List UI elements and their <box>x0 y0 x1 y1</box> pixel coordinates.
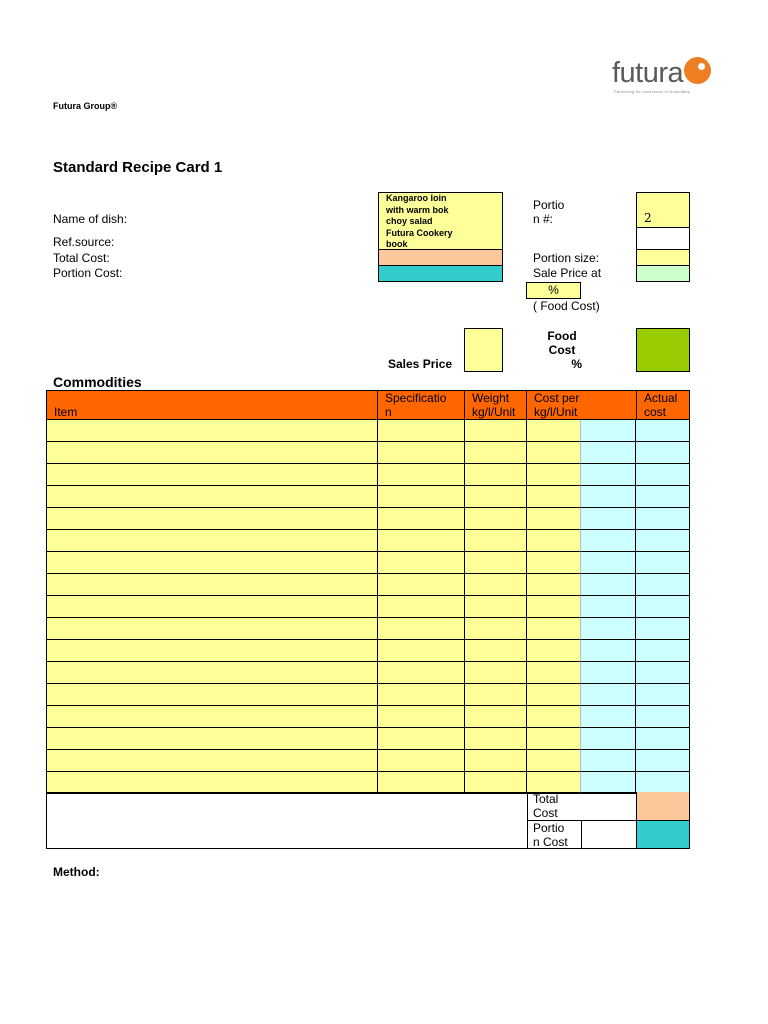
extra-cost-cell[interactable] <box>581 574 636 596</box>
actual-cost-cell[interactable] <box>636 728 689 750</box>
weight-cell[interactable] <box>465 684 527 706</box>
actual-cost-cell[interactable] <box>636 464 689 486</box>
weight-cell[interactable] <box>465 662 527 684</box>
portion-label-line: n Cost <box>533 835 568 849</box>
weight-cell[interactable] <box>465 442 527 464</box>
header-weight <box>465 391 527 420</box>
header-line: Cost per <box>534 391 580 405</box>
portion-blank-field[interactable] <box>636 227 690 250</box>
actual-cost-cell[interactable] <box>636 640 689 662</box>
extra-cost-cell[interactable] <box>581 420 636 442</box>
extra-cost-cell[interactable] <box>581 464 636 486</box>
total-cost-label: Total Cost: <box>53 251 110 265</box>
header-line: kg/l/Unit <box>534 405 578 419</box>
item-cell[interactable] <box>47 420 378 442</box>
food-cost-paren-label: ( Food Cost) <box>533 299 600 313</box>
specification-cell[interactable] <box>378 662 465 684</box>
cost-per-cell[interactable] <box>527 750 581 772</box>
name-of-dish-label: Name of dish: <box>53 212 128 226</box>
specification-cell[interactable] <box>378 552 465 574</box>
specification-cell[interactable] <box>378 530 465 552</box>
header-line: n <box>385 405 392 419</box>
food-cost-label-line: Food <box>547 329 577 343</box>
food-cost-label-line: Cost <box>548 343 576 357</box>
extra-cost-cell[interactable] <box>581 552 636 574</box>
actual-cost-cell[interactable] <box>636 574 689 596</box>
specification-cell[interactable] <box>378 420 465 442</box>
totals-inner-divider <box>581 820 582 848</box>
extra-cost-cell[interactable] <box>581 684 636 706</box>
actual-cost-cell[interactable] <box>636 530 689 552</box>
logo-tagline: Partnering for excellence in Hospitality <box>614 89 691 94</box>
portion-size-field[interactable] <box>636 249 690 266</box>
weight-cell[interactable] <box>465 706 527 728</box>
dish-line: choy salad <box>386 216 433 226</box>
dish-line: Kangaroo loin <box>386 193 447 203</box>
sales-price-label: Sales Price <box>388 357 453 371</box>
header-line: Actual <box>644 391 678 405</box>
futura-logo <box>612 55 722 97</box>
method-label: Method: <box>53 865 100 879</box>
item-cell[interactable] <box>47 750 378 772</box>
header-cost-per <box>527 391 636 420</box>
cost-per-cell[interactable] <box>527 618 581 640</box>
extra-cost-cell[interactable] <box>581 706 636 728</box>
sale-price-at-label: Sale Price at <box>533 266 602 280</box>
company-name: Futura Group® <box>53 101 118 111</box>
dish-name-field[interactable] <box>378 192 503 250</box>
specification-cell[interactable] <box>378 596 465 618</box>
actual-cost-cell[interactable] <box>636 706 689 728</box>
total-cost-field[interactable] <box>378 249 503 266</box>
extra-cost-cell[interactable] <box>581 640 636 662</box>
dish-line: with warm bok <box>386 204 449 215</box>
specification-cell[interactable] <box>378 618 465 640</box>
table-portion-cost-field[interactable] <box>636 821 689 848</box>
specification-cell[interactable] <box>378 728 465 750</box>
item-cell[interactable] <box>47 574 378 596</box>
actual-cost-cell[interactable] <box>636 684 689 706</box>
cost-per-cell[interactable] <box>527 530 581 552</box>
cost-per-cell[interactable] <box>527 640 581 662</box>
item-cell[interactable] <box>47 596 378 618</box>
cost-per-cell[interactable] <box>527 552 581 574</box>
header-line: cost <box>644 405 667 419</box>
table-portion-cost-label <box>533 821 568 849</box>
specification-cell[interactable] <box>378 464 465 486</box>
item-cell[interactable] <box>47 442 378 464</box>
extra-cost-cell[interactable] <box>581 442 636 464</box>
item-cell[interactable] <box>47 552 378 574</box>
header-line: Item <box>54 405 78 419</box>
portion-number-field[interactable]: 2 <box>636 192 690 228</box>
specification-cell[interactable] <box>378 640 465 662</box>
ref-source-label: Ref.source: <box>53 235 115 249</box>
actual-cost-cell[interactable] <box>636 662 689 684</box>
extra-cost-cell[interactable] <box>581 508 636 530</box>
extra-cost-cell[interactable] <box>581 728 636 750</box>
header-item <box>47 391 378 420</box>
page-title: Standard Recipe Card 1 <box>53 159 223 176</box>
food-cost-label-line: % <box>571 357 582 371</box>
item-cell[interactable] <box>47 530 378 552</box>
dish-line: book <box>386 239 408 249</box>
actual-cost-cell[interactable] <box>636 552 689 574</box>
food-cost-result-field <box>636 328 690 372</box>
cost-per-cell[interactable] <box>527 684 581 706</box>
sales-price-field[interactable] <box>464 328 503 372</box>
actual-cost-cell[interactable] <box>636 442 689 464</box>
sale-price-field[interactable] <box>636 265 690 282</box>
cost-per-cell[interactable] <box>527 464 581 486</box>
weight-cell[interactable] <box>465 530 527 552</box>
weight-cell[interactable] <box>465 618 527 640</box>
commodities-table <box>46 390 690 849</box>
header-specification <box>378 391 465 420</box>
portion-cost-field[interactable] <box>378 265 503 282</box>
cost-per-cell[interactable] <box>527 772 581 794</box>
portion-number-label-2: n #: <box>533 212 554 226</box>
cost-per-cell[interactable] <box>527 574 581 596</box>
header-line: Weight <box>472 391 510 405</box>
cost-per-cell[interactable] <box>527 662 581 684</box>
weight-cell[interactable] <box>465 420 527 442</box>
item-cell[interactable] <box>47 684 378 706</box>
item-cell[interactable] <box>47 464 378 486</box>
header-line <box>54 391 377 405</box>
extra-cost-cell[interactable] <box>581 662 636 684</box>
portion-label-line: Portio <box>533 821 565 835</box>
item-cell[interactable] <box>47 508 378 530</box>
specification-cell[interactable] <box>378 442 465 464</box>
header-actual-cost <box>636 391 689 420</box>
actual-cost-cell[interactable] <box>636 508 689 530</box>
specification-cell[interactable] <box>378 772 465 794</box>
cost-per-cell[interactable] <box>527 706 581 728</box>
item-cell[interactable] <box>47 486 378 508</box>
actual-cost-cell[interactable] <box>636 750 689 772</box>
specification-cell[interactable] <box>378 750 465 772</box>
item-cell[interactable] <box>47 728 378 750</box>
actual-cost-cell[interactable] <box>636 772 689 794</box>
actual-cost-cell[interactable] <box>636 596 689 618</box>
item-cell[interactable] <box>47 706 378 728</box>
extra-cost-cell[interactable] <box>581 750 636 772</box>
cost-per-cell[interactable] <box>527 596 581 618</box>
cost-per-cell[interactable] <box>527 728 581 750</box>
total-label-line: Total <box>533 792 559 806</box>
portion-cost-label: Portion Cost: <box>53 266 123 280</box>
logo-mark-icon <box>684 57 711 84</box>
actual-cost-cell[interactable] <box>636 486 689 508</box>
weight-cell[interactable] <box>465 552 527 574</box>
specification-cell[interactable] <box>378 508 465 530</box>
specification-cell[interactable] <box>378 486 465 508</box>
actual-cost-cell[interactable] <box>636 618 689 640</box>
rows-bottom-divider <box>47 792 689 793</box>
total-label-line: Cost <box>533 806 558 820</box>
portion-size-label: Portion size: <box>533 251 600 265</box>
food-cost-percent-field[interactable]: % <box>526 282 581 299</box>
cost-per-cell[interactable] <box>527 508 581 530</box>
extra-cost-cell[interactable] <box>581 530 636 552</box>
specification-cell[interactable] <box>378 574 465 596</box>
extra-cost-cell[interactable] <box>581 486 636 508</box>
portion-number-label: Portio <box>533 198 565 212</box>
weight-cell[interactable] <box>465 508 527 530</box>
header-line: kg/l/Unit <box>472 405 516 419</box>
table-total-cost-field[interactable] <box>636 792 689 820</box>
extra-cost-cell[interactable] <box>581 618 636 640</box>
extra-cost-cell[interactable] <box>581 772 636 794</box>
specification-cell[interactable] <box>378 684 465 706</box>
weight-cell[interactable] <box>465 574 527 596</box>
actual-cost-cell[interactable] <box>636 420 689 442</box>
item-cell[interactable] <box>47 662 378 684</box>
header-line: Specificatio <box>385 391 447 405</box>
weight-cell[interactable] <box>465 640 527 662</box>
weight-cell[interactable] <box>465 464 527 486</box>
weight-cell[interactable] <box>465 596 527 618</box>
cost-per-cell[interactable] <box>527 442 581 464</box>
dish-line: Futura Cookery <box>386 227 453 238</box>
weight-cell[interactable] <box>465 486 527 508</box>
food-cost-percent-label <box>532 329 592 371</box>
weight-cell[interactable] <box>465 772 527 794</box>
weight-cell[interactable] <box>465 728 527 750</box>
cost-per-cell[interactable] <box>527 420 581 442</box>
specification-cell[interactable] <box>378 706 465 728</box>
weight-cell[interactable] <box>465 750 527 772</box>
item-cell[interactable] <box>47 618 378 640</box>
cost-per-cell[interactable] <box>527 486 581 508</box>
commodities-title: Commodities <box>53 374 142 390</box>
extra-cost-cell[interactable] <box>581 596 636 618</box>
table-total-cost-label <box>533 792 558 820</box>
item-cell[interactable] <box>47 640 378 662</box>
logo-word: futura <box>612 57 684 89</box>
item-cell[interactable] <box>47 772 378 794</box>
